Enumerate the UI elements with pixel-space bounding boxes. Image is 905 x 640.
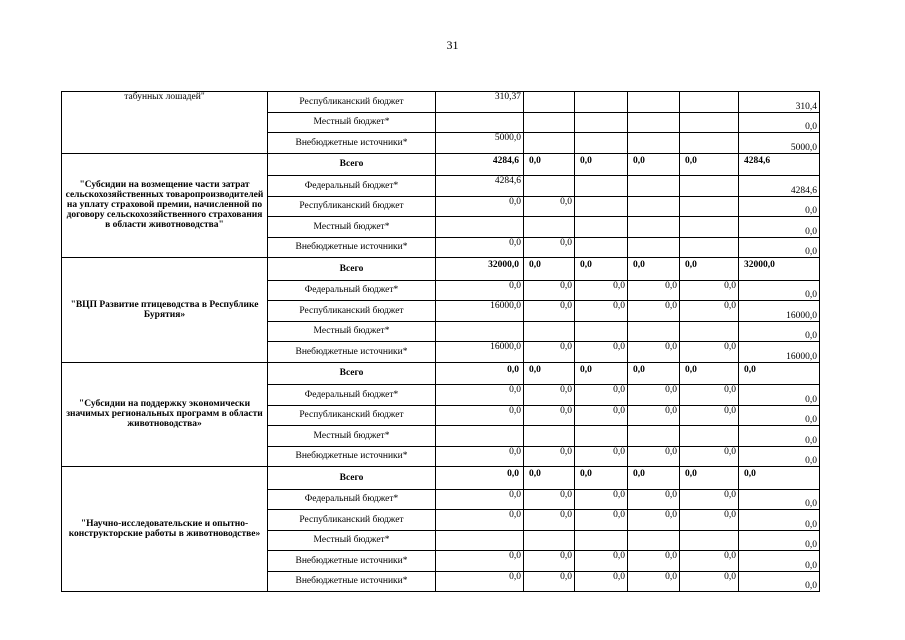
amount-cell: 32000,0 <box>436 258 524 281</box>
total-cell: 16000,0 <box>739 301 820 322</box>
amount-cell: 0,0 <box>524 237 575 258</box>
amount-cell <box>575 133 628 154</box>
amount-cell: 0,0 <box>680 571 739 592</box>
amount-cell <box>680 217 739 238</box>
amount-cell <box>575 112 628 133</box>
measure-name: "Научно-исследовательские и опытно-конструкторские работы в животноводстве» <box>62 467 268 592</box>
amount-cell: 0,0 <box>524 280 575 301</box>
amount-cell: 0,0 <box>680 510 739 531</box>
amount-cell: 0,0 <box>628 280 680 301</box>
amount-cell: 0,0 <box>628 258 680 281</box>
funding-source: Республиканский бюджет <box>268 405 436 426</box>
total-cell: 0,0 <box>739 446 820 467</box>
amount-cell: 0,0 <box>575 489 628 510</box>
amount-cell <box>436 321 524 342</box>
amount-cell <box>524 426 575 447</box>
amount-cell: 0,0 <box>680 301 739 322</box>
amount-cell <box>575 92 628 113</box>
amount-cell: 0,0 <box>524 489 575 510</box>
amount-cell <box>575 217 628 238</box>
amount-cell <box>680 133 739 154</box>
budget-table <box>61 91 820 592</box>
funding-source: Внебюджетные источники* <box>268 133 436 154</box>
amount-cell <box>628 196 680 217</box>
total-cell: 0,0 <box>739 426 820 447</box>
funding-source: Внебюджетные источники* <box>268 446 436 467</box>
total-cell: 0,0 <box>739 405 820 426</box>
funding-source: Внебюджетные источники* <box>268 551 436 572</box>
amount-cell: 0,0 <box>575 551 628 572</box>
funding-source: Внебюджетные источники* <box>268 237 436 258</box>
amount-cell: 0,0 <box>436 571 524 592</box>
amount-cell: 0,0 <box>436 446 524 467</box>
amount-cell: 0,0 <box>524 153 575 176</box>
amount-cell: 0,0 <box>575 342 628 363</box>
amount-cell: 0,0 <box>680 342 739 363</box>
amount-cell: 0,0 <box>436 362 524 385</box>
total-cell: 0,0 <box>739 571 820 592</box>
amount-cell: 0,0 <box>680 385 739 406</box>
total-row <box>62 362 820 385</box>
amount-cell: 0,0 <box>680 258 739 281</box>
total-cell: 0,0 <box>739 196 820 217</box>
amount-cell <box>436 530 524 551</box>
amount-cell: 0,0 <box>436 237 524 258</box>
amount-cell <box>524 217 575 238</box>
amount-cell <box>575 196 628 217</box>
amount-cell: 0,0 <box>524 301 575 322</box>
amount-cell: 0,0 <box>575 510 628 531</box>
amount-cell <box>680 92 739 113</box>
amount-cell <box>524 112 575 133</box>
funding-source: Всего <box>268 153 436 176</box>
amount-cell <box>524 133 575 154</box>
funding-source: Федеральный бюджет* <box>268 176 436 197</box>
funding-source: Местный бюджет* <box>268 530 436 551</box>
budget-table-body <box>62 92 820 592</box>
measure-name: табунных лошадей" <box>62 92 268 154</box>
amount-cell <box>436 426 524 447</box>
total-cell: 5000,0 <box>739 133 820 154</box>
amount-cell: 0,0 <box>680 467 739 490</box>
amount-cell: 310,37 <box>436 92 524 113</box>
amount-cell <box>680 196 739 217</box>
total-cell: 0,0 <box>739 489 820 510</box>
amount-cell: 0,0 <box>436 489 524 510</box>
amount-cell: 0,0 <box>575 467 628 490</box>
measure-name: "Субсидии на возмещение части затрат сельскохозяйственных товаропроизводителей на уплату страховой премии, начисленной по договору сельскохозяйственного страхования в области животноводства" <box>62 153 268 258</box>
amount-cell: 0,0 <box>575 446 628 467</box>
amount-cell: 0,0 <box>436 385 524 406</box>
funding-source: Местный бюджет* <box>268 321 436 342</box>
amount-cell <box>680 176 739 197</box>
amount-cell: 0,0 <box>680 446 739 467</box>
amount-cell: 16000,0 <box>436 342 524 363</box>
funding-source: Республиканский бюджет <box>268 510 436 531</box>
amount-cell <box>628 112 680 133</box>
funding-source: Республиканский бюджет <box>268 301 436 322</box>
amount-cell: 4284,6 <box>436 176 524 197</box>
funding-source: Всего <box>268 258 436 281</box>
total-cell: 0,0 <box>739 112 820 133</box>
total-row <box>62 467 820 490</box>
amount-cell <box>575 321 628 342</box>
funding-source: Всего <box>268 467 436 490</box>
total-row <box>62 258 820 281</box>
total-cell: 0,0 <box>739 467 820 490</box>
amount-cell: 0,0 <box>575 258 628 281</box>
total-cell: 0,0 <box>739 321 820 342</box>
amount-cell: 0,0 <box>575 280 628 301</box>
amount-cell <box>524 176 575 197</box>
amount-cell: 0,0 <box>524 467 575 490</box>
amount-cell: 0,0 <box>628 301 680 322</box>
amount-cell: 0,0 <box>680 280 739 301</box>
amount-cell: 0,0 <box>575 571 628 592</box>
total-cell: 4284,6 <box>739 153 820 176</box>
funding-source: Республиканский бюджет <box>268 92 436 113</box>
amount-cell <box>680 321 739 342</box>
amount-cell <box>680 237 739 258</box>
funding-source: Местный бюджет* <box>268 217 436 238</box>
funding-source: Республиканский бюджет <box>268 196 436 217</box>
amount-cell: 0,0 <box>628 342 680 363</box>
amount-cell <box>524 530 575 551</box>
total-cell: 0,0 <box>739 362 820 385</box>
amount-cell: 0,0 <box>436 510 524 531</box>
amount-cell <box>680 530 739 551</box>
total-cell: 310,4 <box>739 92 820 113</box>
amount-cell: 0,0 <box>628 571 680 592</box>
funding-source: Федеральный бюджет* <box>268 489 436 510</box>
amount-cell: 0,0 <box>524 196 575 217</box>
amount-cell: 0,0 <box>575 405 628 426</box>
amount-cell: 0,0 <box>575 301 628 322</box>
funding-source: Внебюджетные источники* <box>268 571 436 592</box>
amount-cell: 0,0 <box>524 405 575 426</box>
table-row <box>62 92 820 113</box>
amount-cell: 5000,0 <box>436 133 524 154</box>
amount-cell <box>628 133 680 154</box>
amount-cell: 0,0 <box>575 385 628 406</box>
funding-source: Всего <box>268 362 436 385</box>
amount-cell: 0,0 <box>628 153 680 176</box>
amount-cell <box>524 321 575 342</box>
amount-cell: 0,0 <box>436 196 524 217</box>
amount-cell <box>628 176 680 197</box>
amount-cell: 0,0 <box>628 446 680 467</box>
total-cell: 0,0 <box>739 217 820 238</box>
measure-name: "ВЦП Развитие птицеводства в Республике Бурятия» <box>62 258 268 363</box>
total-row <box>62 153 820 176</box>
amount-cell <box>628 426 680 447</box>
amount-cell: 0,0 <box>680 362 739 385</box>
amount-cell: 0,0 <box>524 510 575 531</box>
amount-cell <box>575 176 628 197</box>
amount-cell <box>436 217 524 238</box>
total-cell: 0,0 <box>739 280 820 301</box>
amount-cell: 0,0 <box>524 362 575 385</box>
amount-cell <box>575 426 628 447</box>
amount-cell: 0,0 <box>680 551 739 572</box>
amount-cell <box>575 237 628 258</box>
amount-cell: 0,0 <box>628 362 680 385</box>
amount-cell <box>575 530 628 551</box>
amount-cell: 0,0 <box>524 446 575 467</box>
amount-cell <box>524 92 575 113</box>
funding-source: Местный бюджет* <box>268 426 436 447</box>
amount-cell <box>628 321 680 342</box>
amount-cell: 0,0 <box>680 153 739 176</box>
amount-cell: 0,0 <box>628 489 680 510</box>
amount-cell <box>628 237 680 258</box>
funding-source: Федеральный бюджет* <box>268 385 436 406</box>
amount-cell: 0,0 <box>524 385 575 406</box>
amount-cell: 0,0 <box>628 551 680 572</box>
amount-cell <box>628 92 680 113</box>
amount-cell: 0,0 <box>436 405 524 426</box>
funding-source: Внебюджетные источники* <box>268 342 436 363</box>
amount-cell: 0,0 <box>628 405 680 426</box>
total-cell: 16000,0 <box>739 342 820 363</box>
amount-cell: 16000,0 <box>436 301 524 322</box>
funding-source: Местный бюджет* <box>268 112 436 133</box>
measure-name: "Субсидии на поддержку экономически значимых региональных программ в области животноводства» <box>62 362 268 467</box>
amount-cell: 0,0 <box>680 405 739 426</box>
amount-cell <box>680 112 739 133</box>
amount-cell <box>680 426 739 447</box>
amount-cell: 0,0 <box>524 571 575 592</box>
amount-cell: 0,0 <box>436 467 524 490</box>
amount-cell: 0,0 <box>436 551 524 572</box>
amount-cell: 0,0 <box>680 489 739 510</box>
amount-cell: 0,0 <box>575 153 628 176</box>
total-cell: 0,0 <box>739 237 820 258</box>
amount-cell <box>436 112 524 133</box>
total-cell: 32000,0 <box>739 258 820 281</box>
amount-cell: 0,0 <box>628 385 680 406</box>
page-number: 31 <box>446 38 459 52</box>
total-cell: 0,0 <box>739 530 820 551</box>
amount-cell <box>628 217 680 238</box>
amount-cell: 4284,6 <box>436 153 524 176</box>
amount-cell: 0,0 <box>524 258 575 281</box>
total-cell: 0,0 <box>739 510 820 531</box>
amount-cell: 0,0 <box>436 280 524 301</box>
funding-source: Федеральный бюджет* <box>268 280 436 301</box>
amount-cell: 0,0 <box>524 551 575 572</box>
total-cell: 4284,6 <box>739 176 820 197</box>
amount-cell: 0,0 <box>524 342 575 363</box>
amount-cell <box>628 530 680 551</box>
total-cell: 0,0 <box>739 385 820 406</box>
total-cell: 0,0 <box>739 551 820 572</box>
amount-cell: 0,0 <box>628 467 680 490</box>
amount-cell: 0,0 <box>575 362 628 385</box>
amount-cell: 0,0 <box>628 510 680 531</box>
